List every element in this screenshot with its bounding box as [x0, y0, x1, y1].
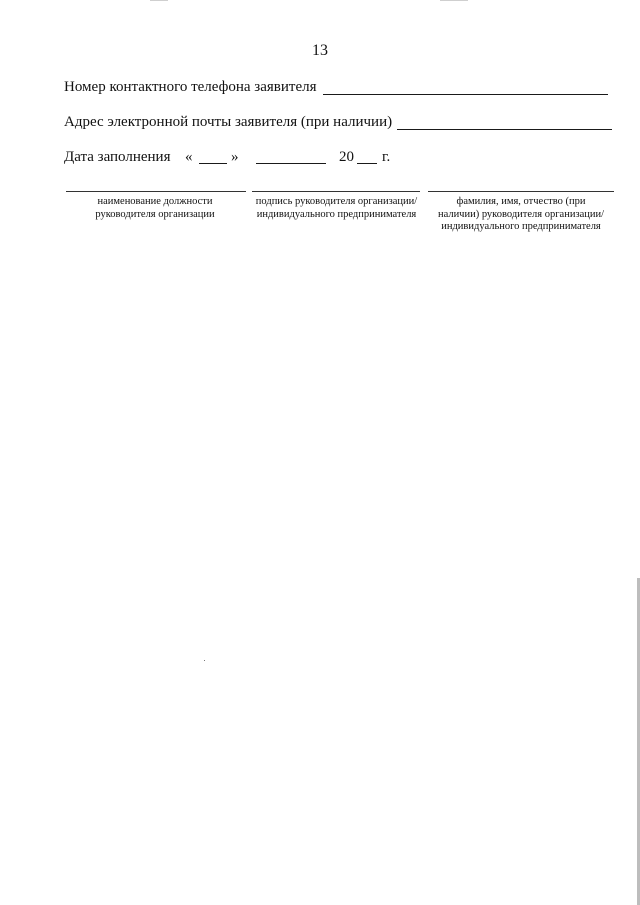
- email-field[interactable]: [397, 129, 612, 130]
- position-caption: наименование должности руководителя организации: [95, 196, 215, 220]
- name-caption: фамилия, имя, отчество (при наличии) руководителя организации/индивидуального предпринимателя: [437, 196, 605, 232]
- date-year-suffix: г.: [382, 149, 391, 165]
- date-day-field[interactable]: [199, 163, 227, 164]
- date-close-quote: »: [231, 149, 239, 165]
- position-signature-line[interactable]: [66, 191, 246, 192]
- phone-field[interactable]: [323, 94, 608, 95]
- date-month-field[interactable]: [256, 163, 326, 164]
- name-signature-line[interactable]: [428, 191, 614, 192]
- scan-speck: [204, 660, 205, 661]
- date-year-field[interactable]: [357, 163, 377, 164]
- date-label: Дата заполнения: [64, 149, 171, 165]
- page-number: 13: [312, 42, 328, 59]
- signature-caption: подпись руководителя организации/индивидуального предпринимателя: [255, 196, 418, 220]
- date-open-quote: «: [185, 149, 193, 165]
- email-label: Адрес электронной почты заявителя (при наличии): [64, 114, 393, 130]
- signature-line[interactable]: [252, 191, 420, 192]
- phone-label: Номер контактного телефона заявителя: [64, 79, 317, 95]
- scan-mark: [440, 0, 468, 1]
- scan-mark: [150, 0, 168, 1]
- date-year-prefix: 20: [339, 149, 354, 165]
